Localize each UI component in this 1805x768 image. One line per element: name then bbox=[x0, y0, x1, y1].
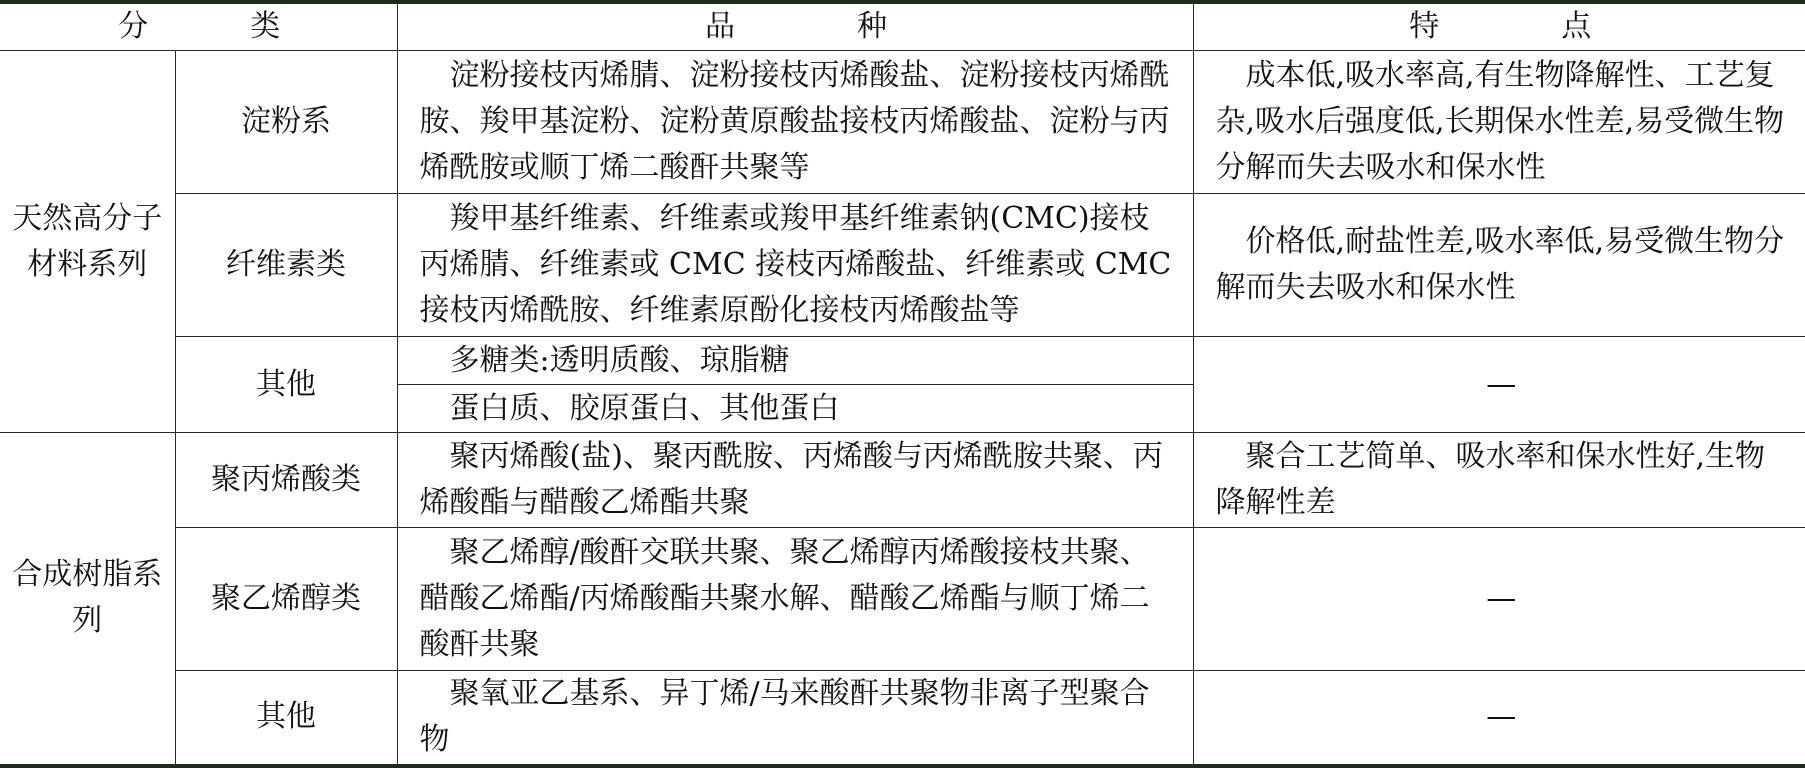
table-row bbox=[0, 337, 1805, 385]
category-starch: 淀粉系 bbox=[175, 51, 397, 194]
category-cellulose: 纤维素类 bbox=[175, 194, 397, 337]
category-polyvinyl-alcohol: 聚乙烯醇类 bbox=[175, 528, 397, 671]
table-row bbox=[0, 51, 1805, 194]
header-variety: 品 种 bbox=[397, 2, 1193, 51]
table-row bbox=[0, 671, 1805, 766]
variety-polysaccharides: 多糖类:透明质酸、琼脂糖 bbox=[397, 337, 1193, 385]
category-polyacrylic: 聚丙烯酸类 bbox=[175, 433, 397, 528]
header-feature: 特 点 bbox=[1193, 2, 1805, 51]
variety-cellulose: 羧甲基纤维素、纤维素或羧甲基纤维素钠(CMC)接枝丙烯腈、纤维素或 CMC 接枝丙烯酸盐、纤维素或 CMC 接枝丙烯酰胺、纤维素原酚化接枝丙烯酸盐等 bbox=[397, 194, 1193, 337]
feature-starch: 成本低,吸水率高,有生物降解性、工艺复杂,吸水后强度低,长期保水性差,易受微生物分解而失去吸水和保水性 bbox=[1193, 51, 1805, 194]
variety-polyacrylic: 聚丙烯酸(盐)、聚丙酰胺、丙烯酸与丙烯酰胺共聚、丙烯酸酯与醋酸乙烯酯共聚 bbox=[397, 433, 1193, 528]
variety-proteins: 蛋白质、胶原蛋白、其他蛋白 bbox=[397, 385, 1193, 433]
category-synthetic-other: 其他 bbox=[175, 671, 397, 766]
table-row bbox=[0, 433, 1805, 528]
table-header-row bbox=[0, 2, 1805, 51]
variety-synthetic-other: 聚氧亚乙基系、异丁烯/马来酸酐共聚物非离子型聚合物 bbox=[397, 671, 1193, 766]
variety-starch: 淀粉接枝丙烯腈、淀粉接枝丙烯酸盐、淀粉接枝丙烯酰胺、羧甲基淀粉、淀粉黄原酸盐接枝丙烯酸盐、淀粉与丙烯酰胺或顺丁烯二酸酐共聚等 bbox=[397, 51, 1193, 194]
category-natural-other: 其他 bbox=[175, 337, 397, 433]
feature-synthetic-other: — bbox=[1193, 671, 1805, 766]
feature-cellulose: 价格低,耐盐性差,吸水率低,易受微生物分解而失去吸水和保水性 bbox=[1193, 194, 1805, 337]
feature-polyvinyl-alcohol: — bbox=[1193, 528, 1805, 671]
group-natural-polymer: 天然高分子材料系列 bbox=[0, 51, 175, 433]
header-classification: 分 类 bbox=[0, 2, 397, 51]
feature-natural-other: — bbox=[1193, 337, 1805, 433]
group-synthetic-resin: 合成树脂系列 bbox=[0, 433, 175, 766]
feature-polyacrylic: 聚合工艺简单、吸水率和保水性好,生物降解性差 bbox=[1193, 433, 1805, 528]
table-row bbox=[0, 194, 1805, 337]
table-row bbox=[0, 528, 1805, 671]
variety-polyvinyl-alcohol: 聚乙烯醇/酸酐交联共聚、聚乙烯醇丙烯酸接枝共聚、醋酸乙烯酯/丙烯酸酯共聚水解、醋酸乙烯酯与顺丁烯二酸酐共聚 bbox=[397, 528, 1193, 671]
